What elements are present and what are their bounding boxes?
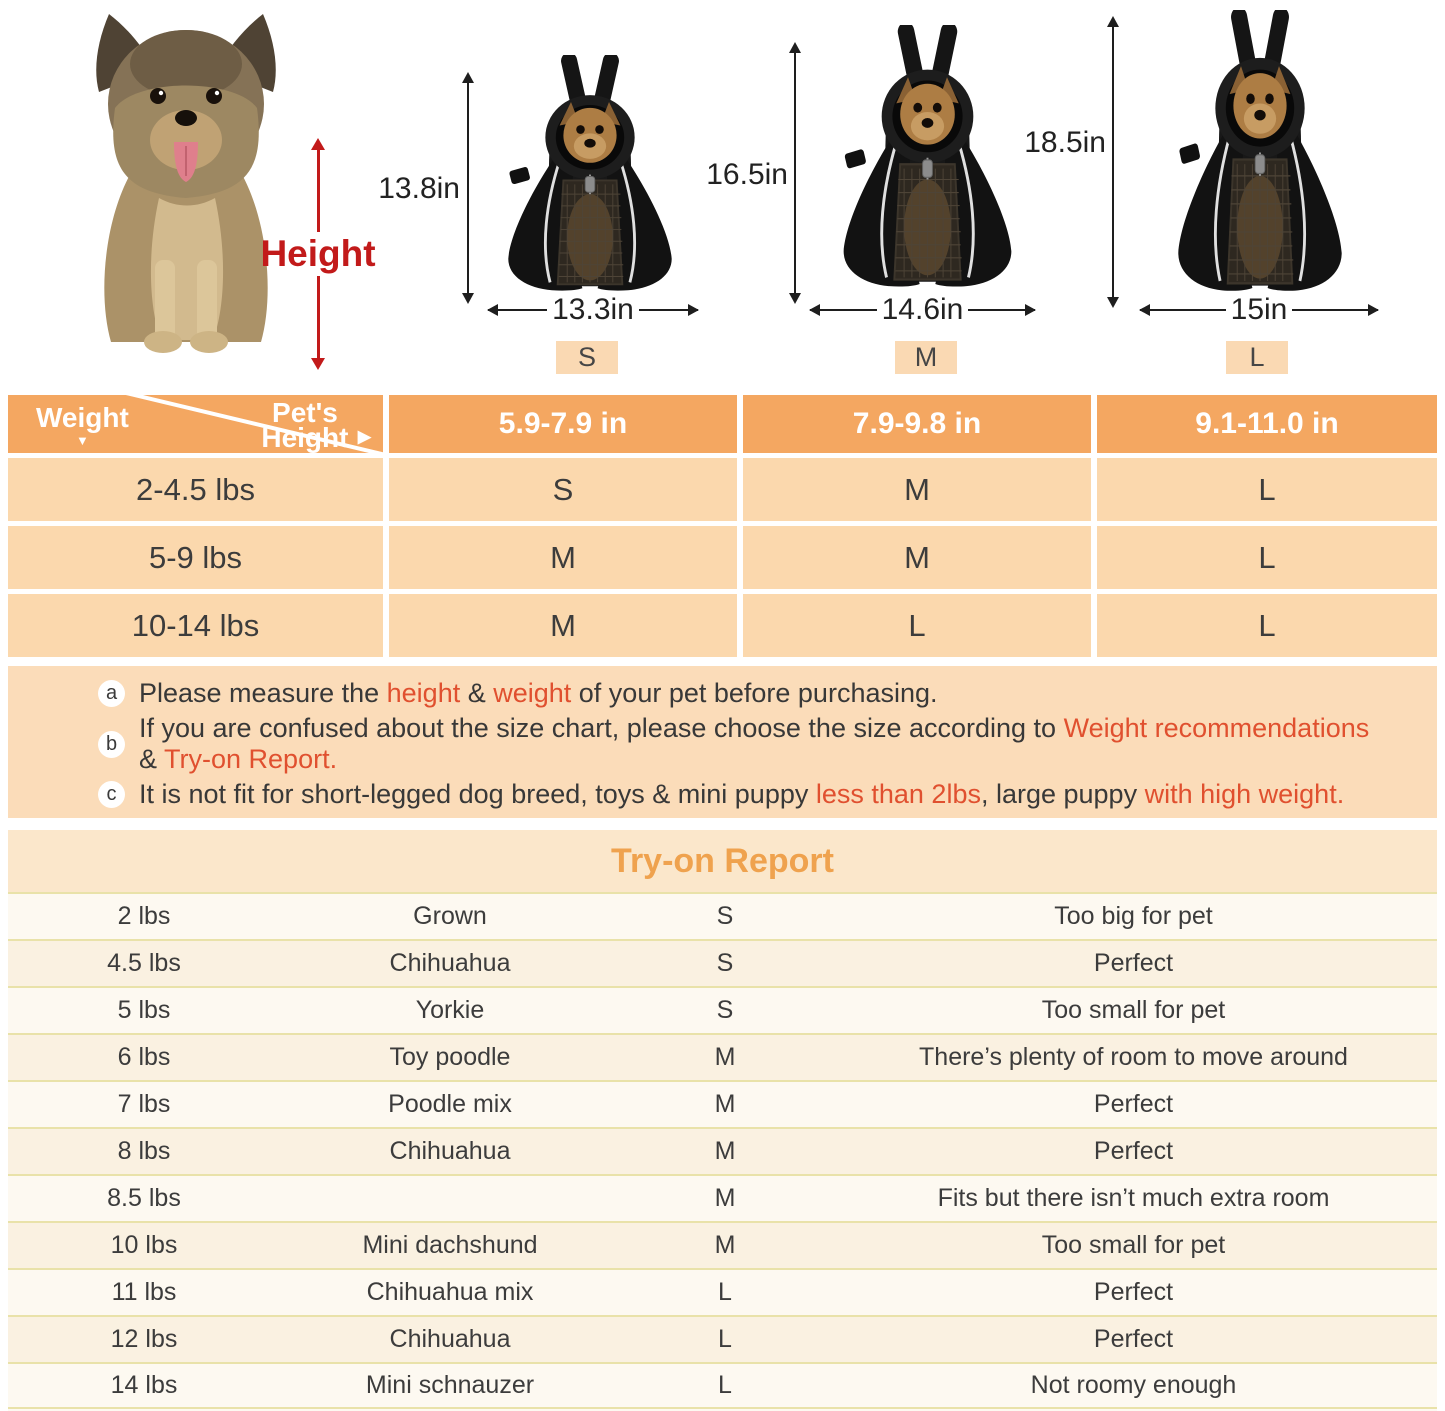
size-badge-m: M xyxy=(895,341,957,374)
size-recommendation-table xyxy=(8,395,1437,657)
backpack-l-width: 15in xyxy=(1230,293,1288,326)
size-cell: L xyxy=(1097,526,1437,589)
try-on-report-section xyxy=(8,830,1437,1411)
note-text-segment: & xyxy=(460,678,494,708)
arrow-left-icon xyxy=(810,309,877,311)
height-dimension-arrow-l xyxy=(1112,26,1114,298)
fit-comment: Perfect xyxy=(1093,1090,1174,1118)
backpack-m-height: 16.5in xyxy=(706,158,788,191)
size-cell: L xyxy=(743,594,1091,657)
width-dimension-l xyxy=(1140,293,1378,326)
fit-comment: Perfect xyxy=(1093,1137,1174,1165)
note-b xyxy=(98,713,1437,775)
size-cell: S xyxy=(389,458,737,521)
pet-breed: Poodle mix xyxy=(388,1090,512,1118)
pet-weight: 12 lbs xyxy=(110,1325,178,1353)
size-badge-s: S xyxy=(556,341,618,374)
note-text-segment: , large puppy xyxy=(980,779,1145,809)
arrow-right-icon xyxy=(1292,309,1378,311)
size-cell: M xyxy=(743,458,1091,521)
try-on-row xyxy=(8,1315,1437,1362)
note-text-segment: It is not fit for short-legged dog breed, toys & mini puppy xyxy=(139,779,816,809)
pet-breed: Mini dachshund xyxy=(362,1231,538,1259)
weight-range: 10-14 lbs xyxy=(8,594,383,657)
pet-breed xyxy=(280,1176,620,1221)
weight-range: 5-9 lbs xyxy=(8,526,383,589)
note-text-highlight: less than 2lbs xyxy=(815,779,981,809)
try-on-row xyxy=(8,892,1437,939)
note-text-highlight: with high weight. xyxy=(1144,779,1345,809)
width-dimension-s xyxy=(488,293,698,326)
pet-breed: Chihuahua xyxy=(389,1137,511,1165)
backpack-l-height: 18.5in xyxy=(1024,126,1106,159)
size-table-corner-cell xyxy=(8,395,383,453)
note-c xyxy=(98,779,1437,810)
note-b-text xyxy=(139,713,1369,775)
recommended-size: M xyxy=(714,1090,736,1118)
try-on-row xyxy=(8,1174,1437,1221)
note-a xyxy=(98,678,1437,709)
pet-weight: 10 lbs xyxy=(110,1231,178,1259)
fit-comment: There’s plenty of room to move around xyxy=(919,1043,1348,1071)
pet-weight: 2 lbs xyxy=(117,902,171,930)
note-b-badge: b xyxy=(98,731,125,758)
arrow-left-icon xyxy=(1140,309,1226,311)
note-text-highlight: Try-on Report. xyxy=(164,744,338,774)
fit-comment: Perfect xyxy=(1093,949,1174,977)
fit-comment: Not roomy enough xyxy=(1030,1371,1237,1399)
recommended-size: M xyxy=(714,1043,736,1071)
note-text-highlight: height xyxy=(386,678,461,708)
pet-weight: 14 lbs xyxy=(110,1371,178,1399)
pet-breed: Grown xyxy=(413,902,487,930)
pet-breed: Yorkie xyxy=(415,996,485,1024)
try-on-row xyxy=(8,1221,1437,1268)
pet-weight: 7 lbs xyxy=(117,1090,171,1118)
fit-comment: Perfect xyxy=(1093,1325,1174,1353)
arrow-right-icon xyxy=(639,309,698,311)
column-header-height-range: 5.9-7.9 in xyxy=(389,395,737,453)
pet-weight: 8.5 lbs xyxy=(107,1184,181,1212)
recommended-size: M xyxy=(714,1137,736,1165)
backpack-m-width: 14.6in xyxy=(881,293,964,326)
fit-comment: Too small for pet xyxy=(1041,996,1226,1024)
arrow-left-icon xyxy=(488,309,547,311)
pet-breed: Chihuahua mix xyxy=(366,1278,534,1306)
recommended-size: L xyxy=(718,1371,732,1399)
pets-height-axis-label: Pet's Height xyxy=(261,397,349,453)
height-arrow-up xyxy=(317,148,320,232)
note-text-segment: If you are confused about the size chart, please choose the size according to xyxy=(139,713,1064,743)
try-on-row xyxy=(8,1127,1437,1174)
size-cell: L xyxy=(1097,594,1437,657)
fit-comment: Too big for pet xyxy=(1054,902,1213,930)
note-c-text xyxy=(139,779,1344,810)
backpack-s-width: 13.3in xyxy=(552,293,634,326)
size-badge-l: L xyxy=(1226,341,1288,374)
try-on-row xyxy=(8,986,1437,1033)
pet-breed: Chihuahua xyxy=(389,949,511,977)
arrow-down-icon: ▼ xyxy=(75,433,89,448)
column-header-height-range: 7.9-9.8 in xyxy=(743,395,1091,453)
pet-breed: Mini schnauzer xyxy=(365,1371,535,1399)
pet-breed: Toy poodle xyxy=(389,1043,511,1071)
arrow-right-icon: ▶ xyxy=(357,427,371,446)
recommended-size: S xyxy=(716,996,734,1024)
size-cell: M xyxy=(389,594,737,657)
recommended-size: M xyxy=(714,1184,736,1212)
note-a-badge: a xyxy=(98,680,125,707)
column-header-height-range: 9.1-11.0 in xyxy=(1097,395,1437,453)
try-on-row xyxy=(8,939,1437,986)
recommended-size: L xyxy=(718,1278,732,1306)
pet-weight: 6 lbs xyxy=(117,1043,171,1071)
recommended-size: S xyxy=(716,902,734,930)
arrow-right-icon xyxy=(968,309,1035,311)
note-a-text xyxy=(139,678,938,709)
note-c-badge: c xyxy=(98,781,125,808)
pet-breed: Chihuahua xyxy=(389,1325,511,1353)
size-cell: L xyxy=(1097,458,1437,521)
try-on-report-title: Try-on Report xyxy=(8,830,1437,892)
recommended-size: S xyxy=(716,949,734,977)
note-text-highlight: Weight recommendations xyxy=(1063,713,1370,743)
fit-comment: Perfect xyxy=(1093,1278,1174,1306)
recommended-size: L xyxy=(718,1325,732,1353)
weight-range: 2-4.5 lbs xyxy=(8,458,383,521)
try-on-row xyxy=(8,1033,1437,1080)
try-on-row xyxy=(8,1362,1437,1409)
height-arrow-down xyxy=(317,276,320,360)
height-dimension-arrow-s xyxy=(467,82,469,294)
backpack-l-illustration xyxy=(1165,10,1355,302)
size-cell: M xyxy=(743,526,1091,589)
height-dimension-arrow-m xyxy=(794,52,796,294)
try-on-row xyxy=(8,1268,1437,1315)
try-on-row xyxy=(8,1080,1437,1127)
pet-weight: 4.5 lbs xyxy=(107,949,181,977)
note-text-highlight: weight xyxy=(493,678,572,708)
pet-weight: 8 lbs xyxy=(117,1137,171,1165)
note-text-segment: & xyxy=(139,744,165,774)
note-text-segment: Please measure the xyxy=(139,678,387,708)
pet-weight: 5 lbs xyxy=(117,996,171,1024)
weight-axis-label: Weight xyxy=(36,402,129,433)
backpack-m-illustration xyxy=(830,25,1025,297)
pet-weight: 11 lbs xyxy=(111,1278,177,1306)
size-cell: M xyxy=(389,526,737,589)
fit-comment: Too small for pet xyxy=(1041,1231,1226,1259)
backpack-s-height: 13.8in xyxy=(378,172,460,205)
recommended-size: M xyxy=(714,1231,736,1259)
note-text-segment: of your pet before purchasing. xyxy=(571,678,938,708)
fit-comment: Fits but there isn’t much extra room xyxy=(937,1184,1330,1212)
width-dimension-m xyxy=(810,293,1035,326)
height-label: Height xyxy=(260,233,376,274)
notes-panel xyxy=(8,666,1437,818)
backpack-s-illustration xyxy=(495,55,685,300)
